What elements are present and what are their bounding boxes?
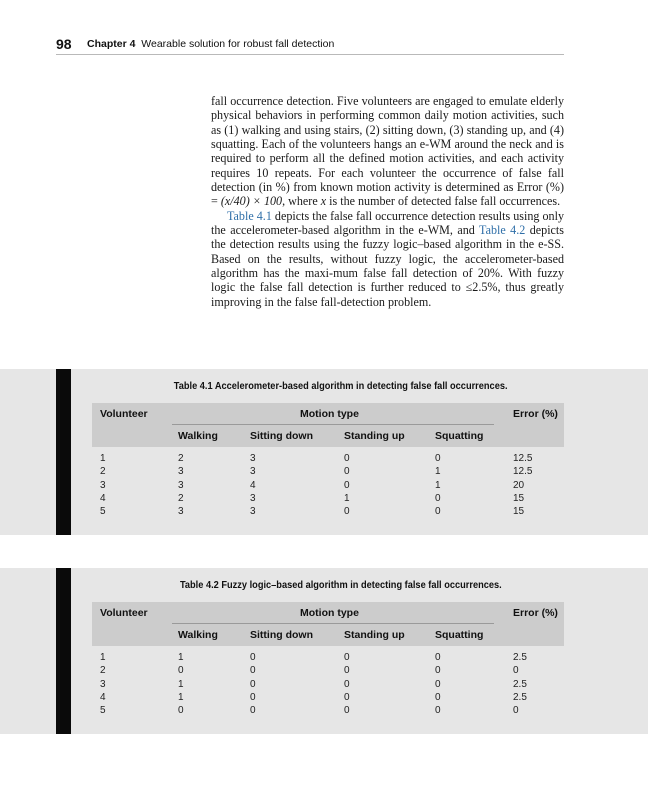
cell-error: 15 <box>513 506 525 518</box>
table-4-1 <box>0 369 648 535</box>
error-formula: (x/40) × 100 <box>220 194 283 209</box>
cell-squatting: 1 <box>435 466 441 478</box>
cell-standing-up: 0 <box>344 678 350 690</box>
cell-walking: 1 <box>178 678 184 690</box>
page-number: 98 <box>56 36 72 52</box>
cell-squatting: 0 <box>435 652 441 663</box>
cell-error: 12.5 <box>513 453 533 464</box>
header-walking: Walking <box>178 430 218 442</box>
body-text <box>211 94 564 309</box>
cell-standing-up: 0 <box>344 691 350 703</box>
cell-sitting-down: 0 <box>250 691 256 703</box>
cell-volunteer: 5 <box>100 506 106 518</box>
cell-volunteer: 3 <box>100 479 106 491</box>
table-row <box>92 506 564 519</box>
table-4-2 <box>0 568 648 734</box>
header-standing-up: Standing up <box>344 430 405 442</box>
cell-sitting-down: 0 <box>250 665 256 677</box>
header-squatting: Squatting <box>435 629 484 641</box>
cell-sitting-down: 0 <box>250 652 256 663</box>
cell-volunteer: 4 <box>100 691 106 703</box>
cell-standing-up: 1 <box>344 492 350 504</box>
cell-error: 0 <box>513 705 519 717</box>
table-accent-bar <box>56 369 71 535</box>
cell-error: 12.5 <box>513 466 533 478</box>
cell-walking: 3 <box>178 506 184 518</box>
cell-sitting-down: 3 <box>250 466 256 478</box>
table-4-2-link[interactable]: Table 4.2 <box>479 223 526 238</box>
cell-walking: 3 <box>178 466 184 478</box>
table-header <box>92 403 564 447</box>
cell-error: 2.5 <box>513 691 527 703</box>
cell-error: 2.5 <box>513 678 527 690</box>
cell-walking: 0 <box>178 665 184 677</box>
table-accent-bar <box>56 568 71 734</box>
cell-error: 15 <box>513 492 525 504</box>
cell-standing-up: 0 <box>344 506 350 518</box>
header-divider <box>172 424 494 425</box>
paragraph-2-text-b: depicts the detection results using the fuzzy logic–based algorithm in the e-SS. Based on the results, without fuzzy logic, the accelerometer-based algorithm has the maxi-mum false fall detection of 20%. With fuzzy logic the false fall detection is further reduced to ≤2.5%, thus greatly improving in the false fall-detection problem. <box>211 223 564 309</box>
header-sitting-down: Sitting down <box>250 629 313 641</box>
header-motion-type: Motion type <box>300 408 359 420</box>
cell-sitting-down: 3 <box>250 506 256 518</box>
header-walking: Walking <box>178 629 218 641</box>
chapter-label: Chapter 4 <box>87 38 136 50</box>
cell-standing-up: 0 <box>344 652 350 663</box>
cell-squatting: 0 <box>435 492 441 504</box>
cell-sitting-down: 3 <box>250 492 256 504</box>
cell-squatting: 0 <box>435 506 441 518</box>
header-standing-up: Standing up <box>344 629 405 641</box>
cell-sitting-down: 0 <box>250 678 256 690</box>
cell-volunteer: 3 <box>100 678 106 690</box>
cell-squatting: 0 <box>435 453 441 464</box>
paragraph-1-text-b: , where <box>282 194 321 209</box>
header-sitting-down: Sitting down <box>250 430 313 442</box>
table-row <box>92 692 564 705</box>
variable-x: x <box>320 194 327 209</box>
cell-walking: 2 <box>178 453 184 464</box>
table-row <box>92 493 564 506</box>
cell-volunteer: 1 <box>100 453 106 464</box>
cell-volunteer: 4 <box>100 492 106 504</box>
table-caption <box>71 579 611 591</box>
cell-sitting-down: 3 <box>250 453 256 464</box>
cell-squatting: 0 <box>435 691 441 703</box>
paragraph-1-text-a: fall occurrence detection. Five volunteers are engaged to emulate elderly physical behaviors in performing common daily motion activities, such as (1) walking and using stairs, (2) sitting down, (3) standing up, and (4) squatting. Each of the volunteers hangs an e-WM around the neck and is required to perform all the defined motion activities, and each activity requires 10 repeats. For each volunteer the occurrence of false fall detection (in %) from known motion activity is determined as Error (%) = <box>211 94 564 209</box>
table-caption-text: Table 4.1 Accelerometer-based algorithm in detecting false fall occurrences. <box>174 380 508 392</box>
cell-sitting-down: 0 <box>250 705 256 717</box>
cell-squatting: 0 <box>435 665 441 677</box>
running-header <box>56 36 564 55</box>
table-row <box>92 665 564 678</box>
cell-volunteer: 2 <box>100 466 106 478</box>
header-volunteer: Volunteer <box>100 408 148 420</box>
cell-volunteer: 1 <box>100 652 106 663</box>
cell-squatting: 0 <box>435 678 441 690</box>
header-divider <box>172 623 494 624</box>
cell-walking: 1 <box>178 652 184 663</box>
cell-standing-up: 0 <box>344 479 350 491</box>
cell-volunteer: 5 <box>100 705 106 717</box>
table-row <box>92 705 564 718</box>
table-row <box>92 652 564 665</box>
cell-walking: 3 <box>178 479 184 491</box>
table-row <box>92 453 564 466</box>
cell-walking: 1 <box>178 691 184 703</box>
cell-volunteer: 2 <box>100 665 106 677</box>
cell-standing-up: 0 <box>344 665 350 677</box>
table-row <box>92 466 564 479</box>
table-row <box>92 480 564 493</box>
header-error: Error (%) <box>513 408 558 420</box>
cell-squatting: 0 <box>435 705 441 717</box>
table-header <box>92 602 564 646</box>
header-volunteer: Volunteer <box>100 607 148 619</box>
chapter-title: Wearable solution for robust fall detection <box>141 38 335 50</box>
header-squatting: Squatting <box>435 430 484 442</box>
chapter-heading <box>87 38 334 50</box>
cell-error: 0 <box>513 665 519 677</box>
header-motion-type: Motion type <box>300 607 359 619</box>
cell-standing-up: 0 <box>344 705 350 717</box>
cell-walking: 2 <box>178 492 184 504</box>
cell-standing-up: 0 <box>344 453 350 464</box>
paragraph-1 <box>211 94 564 209</box>
paragraph-1-text-c: is the number of detected false fall occurrences. <box>326 194 561 209</box>
cell-walking: 0 <box>178 705 184 717</box>
cell-squatting: 1 <box>435 479 441 491</box>
cell-error: 20 <box>513 479 525 491</box>
table-row <box>92 679 564 692</box>
table-caption <box>71 380 611 392</box>
cell-error: 2.5 <box>513 652 527 663</box>
paragraph-2-text-a: depicts the false fall occurrence detection results using only the accelerometer-based algorithm in the e-WM, and <box>211 208 565 238</box>
paragraph-2 <box>211 209 564 309</box>
table-caption-text: Table 4.2 Fuzzy logic–based algorithm in detecting false fall occurrences. <box>180 579 502 591</box>
cell-standing-up: 0 <box>344 466 350 478</box>
header-error: Error (%) <box>513 607 558 619</box>
table-4-1-link[interactable]: Table 4.1 <box>227 208 272 223</box>
cell-sitting-down: 4 <box>250 479 256 491</box>
